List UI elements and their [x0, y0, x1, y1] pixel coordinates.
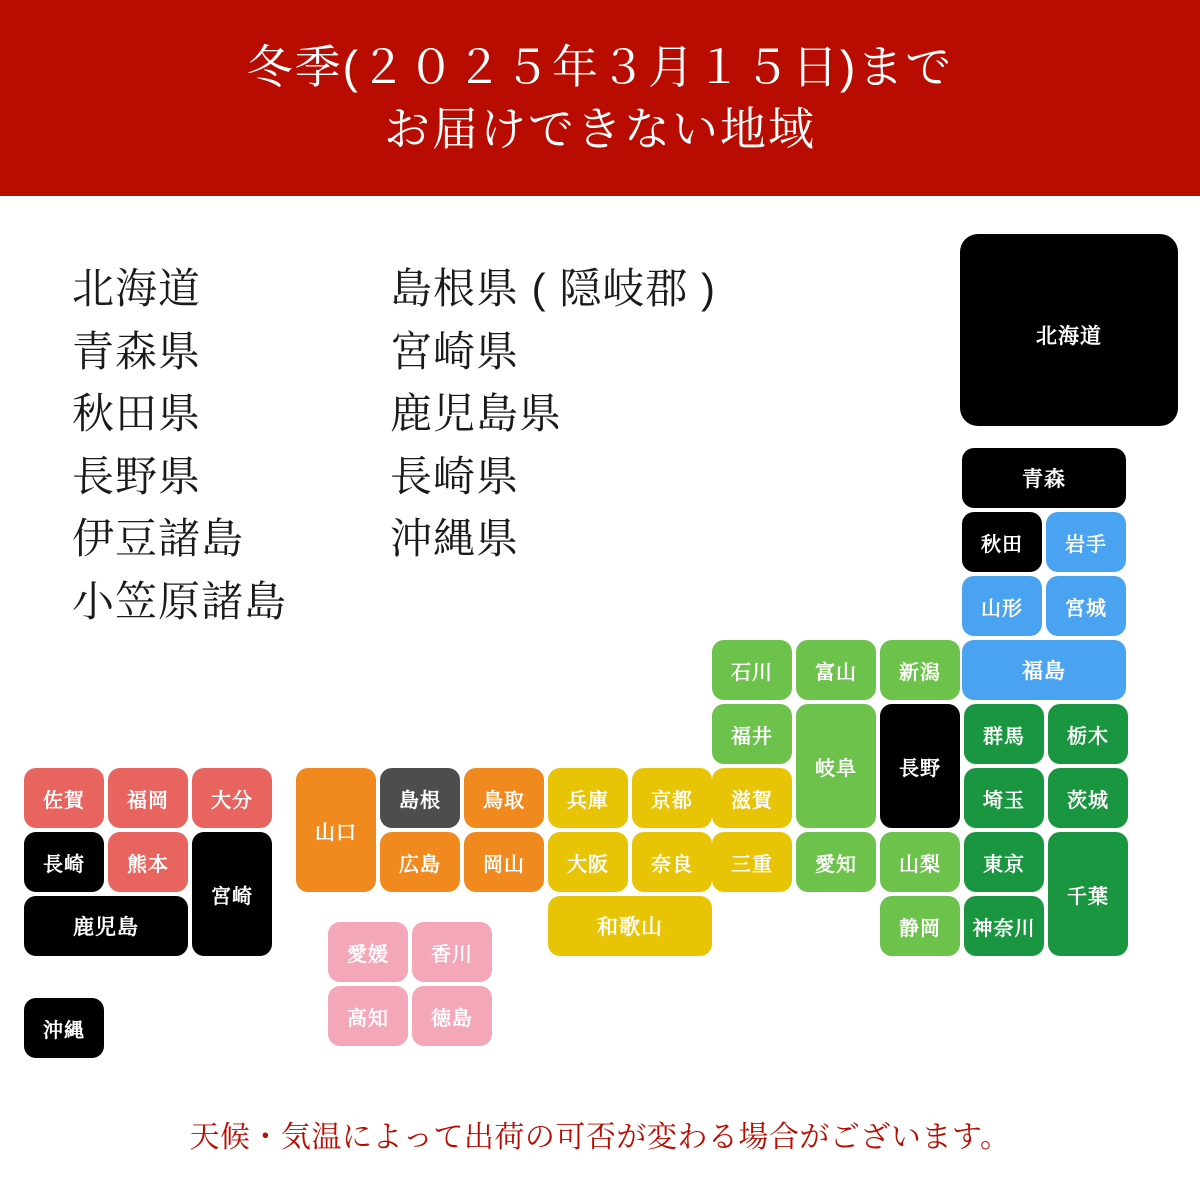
prefecture-tile: 山梨: [880, 832, 960, 892]
region-list-item: 伊豆諸島: [72, 515, 245, 563]
prefecture-tile: 鹿児島: [24, 896, 188, 956]
prefecture-tile: 岐阜: [796, 704, 876, 828]
prefecture-tile: 奈良: [632, 832, 712, 892]
prefecture-tile: 兵庫: [548, 768, 628, 828]
prefecture-tile: 北海道: [960, 234, 1178, 426]
prefecture-tile: 栃木: [1048, 704, 1128, 764]
region-list-item: 島根県 ( 隠岐郡 ): [390, 265, 716, 312]
region-list-item: 沖縄県: [390, 515, 520, 563]
region-list-item: 小笠原諸島: [72, 577, 288, 625]
prefecture-tile: 京都: [632, 768, 712, 828]
prefecture-tile: 長野: [880, 704, 960, 828]
region-list-item: 宮崎県: [390, 327, 520, 375]
prefecture-tile: 福岡: [108, 768, 188, 828]
region-list-item: 北海道: [72, 265, 202, 312]
prefecture-tile: 埼玉: [964, 768, 1044, 828]
japan-prefecture-map: [0, 196, 1200, 1096]
prefecture-tile: 岩手: [1046, 512, 1126, 572]
region-list-item: 鹿児島県: [390, 390, 563, 438]
prefecture-tile: 愛知: [796, 832, 876, 892]
prefecture-tile: 千葉: [1048, 832, 1128, 956]
prefecture-tile: 愛媛: [328, 922, 408, 982]
prefecture-tile: 長崎: [24, 832, 104, 892]
prefecture-tile: 新潟: [880, 640, 960, 700]
prefecture-tile: 岡山: [464, 832, 544, 892]
prefecture-tile: 福井: [712, 704, 792, 764]
prefecture-tile: 鳥取: [464, 768, 544, 828]
banner-line-2: お届けできない地域: [384, 103, 816, 155]
prefecture-tile: 茨城: [1048, 768, 1128, 828]
prefecture-tile: 高知: [328, 986, 408, 1046]
prefecture-tile: 広島: [380, 832, 460, 892]
region-list-item: 長崎県: [390, 452, 520, 500]
prefecture-tile: 島根: [380, 768, 460, 828]
prefecture-tile: 徳島: [412, 986, 492, 1046]
region-list-item: 青森県: [72, 327, 202, 375]
footnote-text: 天候・気温によって出荷の可否が変わる場合がございます。: [189, 1121, 1011, 1154]
prefecture-tile: 宮城: [1046, 576, 1126, 636]
prefecture-tile: 熊本: [108, 832, 188, 892]
region-list-item: 長野県: [72, 452, 202, 500]
banner-line-1: 冬季(２０２５年３月１５日)まで: [246, 40, 954, 93]
prefecture-tile: 山形: [962, 576, 1042, 636]
prefecture-tile: 群馬: [964, 704, 1044, 764]
prefecture-tile: 富山: [796, 640, 876, 700]
prefecture-tile: 滋賀: [712, 768, 792, 828]
prefecture-tile: 青森: [962, 448, 1126, 508]
prefecture-tile: 山口: [296, 768, 376, 892]
prefecture-tile: 静岡: [880, 896, 960, 956]
prefecture-tile: 福島: [962, 640, 1126, 700]
prefecture-tile: 宮崎: [192, 832, 272, 956]
prefecture-tile: 神奈川: [964, 896, 1044, 956]
prefecture-tile: 和歌山: [548, 896, 712, 956]
prefecture-tile: 三重: [712, 832, 792, 892]
header-banner: [0, 0, 1200, 196]
prefecture-tile: 東京: [964, 832, 1044, 892]
region-list-item: 秋田県: [72, 390, 202, 438]
prefecture-tile: 石川: [712, 640, 792, 700]
prefecture-tile: 大阪: [548, 832, 628, 892]
prefecture-tile: 秋田: [962, 512, 1042, 572]
prefecture-tile: 大分: [192, 768, 272, 828]
prefecture-tile: 沖縄: [24, 998, 104, 1058]
prefecture-tile: 佐賀: [24, 768, 104, 828]
prefecture-tile: 香川: [412, 922, 492, 982]
